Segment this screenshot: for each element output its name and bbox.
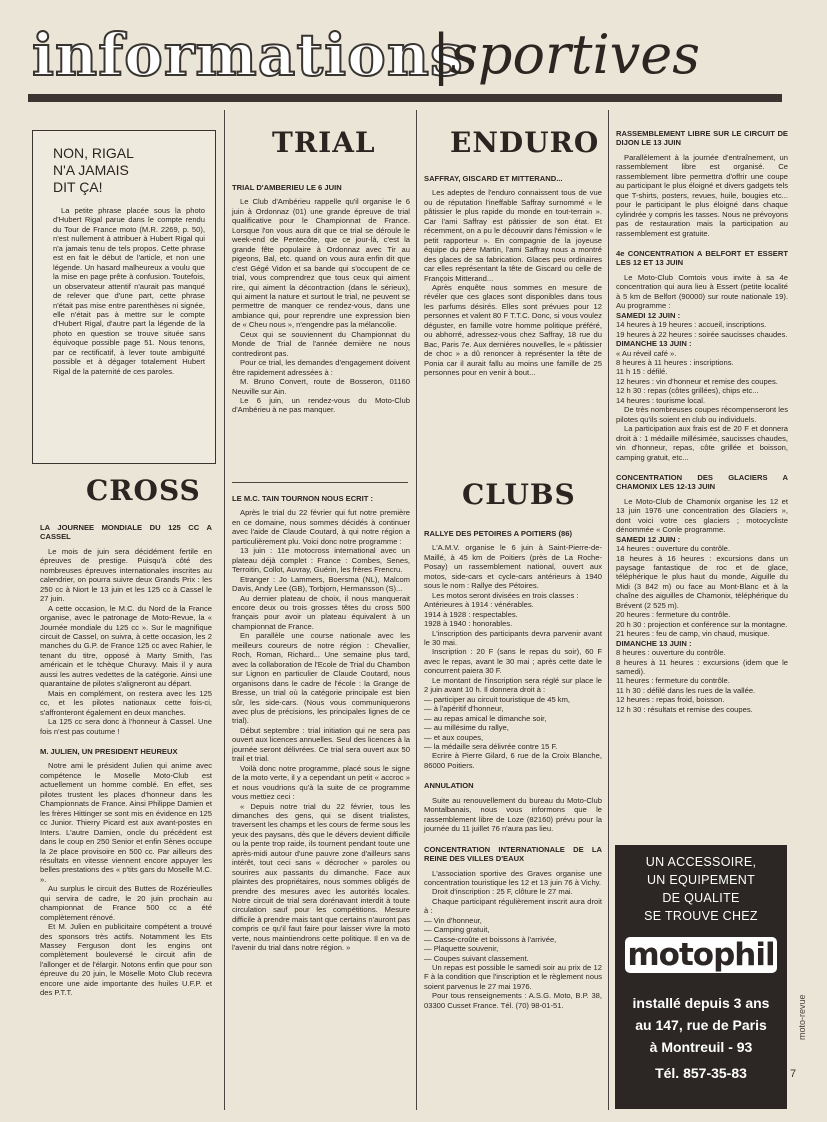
paragraph: Après le trial du 22 février qui fut notre première en ce domaine, nous sommes décidés à continuer avec l'aide de Claude Coutard, à qui notre région a particulièrement plu. Voici donc notre programme : [232,508,410,546]
paragraph: — au millésime du rallye, [424,723,509,733]
paragraph: 12 heures : vin d'honneur et remise des coupes. [616,376,778,386]
paragraph: Le Moto-Club Comtois vous invite à sa 4e concentration qui aura lieu à Essert (petite localité à 5 km de Belfort (90000) sur route nationale 19). Au programme : [616,272,788,311]
paragraph: 13 juin : 11e motocross international avec un plateau déjà complet : France : Combes, Senes, Terroitin, Collot, Auvray, Guérin, les frères Frencru. [232,546,410,575]
paragraph: Le Club d'Ambérieu rappelle qu'il organise le 6 juin à Ordonnaz (01) une grande épreuve de trial qualificative pour le Championnat de France. Lorsque l'on vous aura dit que ce trial se déroule le week-end de Pentecôte, que ce jour-là, c'est la grande fête populaire à Ordonnaz avec Tir au pigeons, Bal, etc. quand on vous aura enfin dit que c'est Gégé Vidon et sa bande qui s'occupent de ce trial, vous comprendrez que tous ceux qui aiment rire, qui aiment la décontraction (dans le sérieux), qui aiment la nature et surtout le trial, ne peuvent se permettre de manquer ce rendez-vous, dans une ambiance qui, pour reprendre une expression bien de « Cheu nous », n'engendre pas la mélancolie. [232,197,410,330]
trial-divider [232,482,408,483]
paragraph: Début septembre : trial initiation qui ne sera pas ouvert aux licences annuelles. Seul des licences à la journée seront délivrées. Ce trial sera ouvert aux 50 trail et trial. [232,725,410,764]
ad-address: à Montreuil - 93 [649,1039,753,1055]
paragraph: — à l'apéritif d'honneur, [424,704,504,714]
paragraph: Ecrire à Pierre Gilard, 6 rue de la Croix Blanche, 86000 Poitiers. [424,751,602,770]
paragraph: Au dernier plateau de choix, il nous manquerait encore deux ou trois grosses têtes du cross 500 français pour avoir un plateau équivalent à un championnat de France. [232,593,410,631]
paragraph: A cette occasion, le M.C. du Nord de la France organise, avec le patronage de Moto-Revue, la « Journée mondiale du 125 cc ». Sur le magnifique circuit de Cassel, on suivra, à cette occasion, les 2 manches du G.P. de France 125 cc avec Rahier, le tenant du titre, opposé à Marty Smith, l'as américain et le tchèque Churavy. Mais il y aura aussi les autres vedettes de la catégorie. Ainsi une quarantaine de pilotes s'aligneront au départ. [40,603,212,689]
paragraph: Droit d'inscription : 25 F, clôture le 27 mai. [432,887,573,897]
column-trial-2 [232,488,410,953]
heading: ANNULATION [424,781,474,791]
paragraph: Mais en complément, on restera avec les 125 cc, et les pilotes nationaux cette fois-ci, s'affronteront également en deux manches. [40,688,212,717]
paragraph: — Plaquette souvenir, [424,944,499,954]
paragraph: 8 heures : ouverture du contrôle. [616,648,726,658]
ad-phone: Tél. 857-35-83 [655,1065,747,1081]
paragraph: — Vin d'honneur, [424,915,482,925]
motophil-advertisement [615,845,787,1109]
paragraph: Les motos seront divisées en trois classes : [432,590,579,600]
paragraph: 12 h 30 : repas (côtes grillées), chips etc... [616,386,759,396]
paragraph: Au surplus le circuit des Buttes de Rozérieulles qui servira de cadre, le 20 juin prochain au championnat de France 500 cc a été complètement rénové. [40,884,212,922]
paragraph: Ceux qui se souviennent du Championnat du Monde de Trial de l'année dernière ne nous contrediront pas. [232,329,410,358]
motophil-logo: motophil [625,937,777,973]
paragraph: — Camping gratuit, [424,925,490,935]
ad-line: UN ACCESSOIRE, [645,855,757,869]
column-clubs [424,523,602,1010]
ad-line: SE TROUVE CHEZ [644,909,758,923]
heading: 4e CONCENTRATION A BELFORT ET ESSERT LES 12 ET 13 JUIN [616,248,788,268]
section-title-cross: CROSS [86,474,201,507]
masthead-sportives: |sportives [432,23,700,86]
correction-title: NON, RIGAL N'A JAMAIS DIT ÇA! [53,145,134,195]
paragraph: 21 heures : feu de camp, vin chaud, musique. [616,629,770,639]
column-enduro [424,168,602,378]
paragraph: Un repas est possible le samedi soir au prix de 12 F à la condition que l'inscription et le règlement nous soient parvenus le 27 mai 1976. [424,963,602,991]
heading: CONCENTRATION DES GLACIERS A CHAMONIX LES 12-13 JUIN [616,472,788,492]
paragraph: Pour ce trial, les demandes d'engagement doivent être rapidement adressées à : [232,358,410,377]
paragraph: Suite au renouvellement du bureau du Moto-Club Montalbanais, nous vous informons que le rassemblement libre de Loze (82160) prévu pour la journée du 11 juillet 76 n'aura pas lieu. [424,795,602,834]
paragraph: Le 6 juin, un rendez-vous du Moto-Club d'Ambérieu à ne pas manquer. [232,395,410,415]
paragraph: 19 heures à 22 heures : soirée saucisses chaudes. [616,329,788,339]
schedule-day: DIMANCHE 13 JUIN : [616,638,692,648]
ad-address: au 147, rue de Paris [635,1017,767,1033]
paragraph: — Coupes suivant classement. [424,953,529,963]
paragraph: — et aux coupes, [424,732,484,742]
paragraph: — au repas amical le dimanche soir, [424,713,547,723]
paragraph: 8 heures à 11 heures : excursions (idem que le samedi). [616,657,788,677]
section-title-clubs: CLUBS [462,478,576,511]
schedule-day: SAMEDI 12 JUIN : [616,310,681,320]
paragraph: Parallèlement à la journée d'entraînement, un rassemblement libre est organisé. Ce rassemblement libre permettra d'offrir une coupe au participant le plus éloigné et divers gadgets tels que T-shirts, posters, revues, huile, bougies etc... pour le participant le plus éloigné dans chaque cylindrée y compris les tasses. Nous ne prévoyons pas de restauration mais la participation au rassemblement est gratuite. [616,152,788,238]
ad-line: DE QUALITE [662,891,740,905]
column-divider [416,110,417,1110]
correction-box [32,130,216,464]
heading: LA JOURNEE MONDIALE DU 125 CC A CASSEL [40,523,212,542]
paragraph: Voilà donc notre programme, placé sous le signe de la moto verte, il y a cependant un petit « accroc » et nous voudrions qu'à la suite de ce programme vous mettiez ceci : [232,763,410,802]
paragraph: 20 h 30 : projection et conférence sur la montagne. [616,619,788,629]
paragraph: De très nombreuses coupes récompenseront les pilotes qu'ils soient en club ou individuels. [616,405,788,424]
header-rule [28,94,782,102]
paragraph: 8 heures à 11 heures : inscriptions. [616,357,734,367]
paragraph: Le montant de l'inscription sera réglé sur place le 2 juin avant 10 h. Il donnera droit à : [424,675,602,695]
heading: M. JULIEN, UN PRESIDENT HEUREUX [40,746,178,756]
paragraph: Pour tous renseignements : A.S.G. Moto, B.P. 38, 03300 Cusset France. Tél. (70) 98-01-51. [424,991,602,1010]
paragraph: Le mois de juin sera décidément fertile en épreuves de prestige. Puisqu'à côté des nombreuses épreuves internationales inscrites au calendrier, on pourra suivre deux Grands Prix : les 250 cc à Niort le 13 juin et les 125 cc à Cassel le 27 juin. [40,546,212,604]
paragraph: Et M. Julien en publicitaire compétent a trouvé des sponsors très actifs. Notamment les Ets Massey Ferguson dont les engins ont complètement bouleversé le circuit afin de l'allonger et de l'élargir. Notons enfin que pour son épreuve du 20 juin, le Moselle Moto Club recevra encore une aide importante des huiles U.F.P. et des P.T.T. [40,922,212,998]
paragraph: La 125 cc sera donc à l'honneur à Cassel. Une fois n'est pas coutume ! [40,717,212,736]
column-trial [232,177,410,415]
schedule-day: SAMEDI 12 JUIN : [616,534,681,544]
paragraph: Inscription : 20 F (sans le repas du soir), 60 F avec le repas, avant le 30 mai ; après cette date le concurrent paiera 30 F. [424,647,602,676]
paragraph: 14 heures à 19 heures : accueil, inscriptions. [616,320,767,330]
paragraph: 1914 à 1928 : respectables. [424,609,518,619]
ad-address: installé depuis 3 ans [632,995,770,1011]
masthead-informations: informations [32,21,464,89]
correction-body: La petite phrase placée sous la photo d'Hubert Rigal parue dans le compte rendu du Tour de France moto (M.R. 2269, p. 50), n'est nullement à attribuer à Hubert Rigal qui n'a jamais tenu de tels propos. Cette phrase est en fait le début de l'article, et non une légende. Un hasard malheureux a voulu que la mise en page prête à confusion. Toutefois, un observateur attentif n'aurait pas manqué de relever que d'une part, cette phrase n'était pas mise entre parenthèses ni signée, elle n'était pas à mettre sur le compte d'Hubert Rigal, d'autre part la légende de la photo en question se trouve située sans équivoque possible page 51. Nous tenons, par ce rectificatif, à lever toute ambiguïté possible et à dégager totalement Hubert Rigal de la paternité de ces paroles. [53,206,205,376]
paragraph: 11 h 30 : défilé dans les rues de la vallée. [616,685,756,695]
schedule-day: DIMANCHE 13 JUIN : [616,339,692,349]
heading: CONCENTRATION INTERNATIONALE DE LA REINE DES VILLES D'EAUX [424,844,602,864]
paragraph: 11 heures : fermeture du contrôle. [616,676,730,686]
paragraph: 11 h 15 : défilé. [616,367,668,377]
column-divider [224,110,225,1110]
paragraph: Chaque participant régulièrement inscrit aura droit à : [424,896,602,916]
paragraph: Antérieures à 1914 : vénérables. [424,600,534,610]
paragraph: La participation aux frais est de 20 F et donnera droit à : 1 médaille millésimée, saucisses chaudes, vin d'honneur, repas, côte grillée et boisson, camping gratuit, etc... [616,424,788,462]
paragraph: — la médaille sera délivrée contre 15 F. [424,741,558,751]
paragraph: Notre ami le président Julien qui anime avec compétence le Moselle Moto-Club est actuellement un homme comblé. En effet, ses pilotes trustent les places d'honneur dans les Championnats de France. Ainsi Philippe Damien et les frères Hittinger se sont mis en évidence en 125 cc Junior. Thierry Picard est aux avant-postes en Inters. L'autre Damien, oncle du précédent est dans le coup en 250 Senior et enfin Sènes occupe la 2e place provisoire en 500 cc. Par ailleurs des résultats en vitesse viennent encore appuyer les belles prestations des « p'tits gars du Moselle M.C. ». [40,761,212,884]
paragraph: — Casse-croûte et boissons à l'arrivée, [424,934,557,944]
paragraph: Etranger : Jo Lammers, Boersma (NL), Malcom Davis, Andy Lee (GB), Torbjorn, Hermansson (S)... [232,574,410,594]
column-cross [40,517,212,998]
heading: TRIAL D'AMBERIEU LE 6 JUIN [232,183,342,192]
paragraph: 14 heures : ouverture du contrôle. [616,544,730,554]
paragraph: L'A.M.V. organise le 6 juin à Saint-Pierre-de-Maillé, à 45 km de Poitiers (près de La Roche-Posay) un rassemblement national, ouvert aux motos, side-cars et cycle-cars antérieurs à 1940 sous le nom : Rallye des Pétoires. [424,543,602,591]
paragraph: 12 heures : repas froid, boisson. [616,695,725,705]
paragraph: « Depuis notre trial du 22 février, tous les dimanches des gens, qui se disent trialistes, traversent les champs et les cours de ferme sous les yeux des paysans, dès que le dévers devient difficile ou la pente trop raide, ils tournent pendant toute une après-midi autour d'une pauvre zone d'ailleurs sans intérêt, tout ceci sans « décrocher » paroles ou sourires aux passants du dimanche. Face aux plaintes des propriétaires, nous sommes obligés de prendre des mesures avec les autorités locales. Notre circuit de trial sera dorénavant interdit à toute circulation sauf pour les compétitions. Mesure difficile à prendre mais tant que certains n'auront pas compris ce qu'il faut faire pour laisser vivre la moto verte, nous maintiendrons cette politique. Il en va de l'avenir du trial dans notre région. » [232,801,410,953]
section-title-enduro: ENDURO [450,126,600,159]
paragraph: 1928 à 1940 : honorables. [424,619,513,629]
magazine-name: moto-revue [797,994,807,1040]
heading: RASSEMBLEMENT LIBRE SUR LE CIRCUIT DE DIJON LE 13 JUIN [616,129,788,148]
paragraph: — participer au circuit touristique de 45 km, [424,694,571,704]
paragraph: Les adeptes de l'enduro connaissent tous de vue ou de réputation l'ineffable Saffray surnommé « le pâtissier le plus rapide du monde en tout-terrain ». Car l'ami Saffray est pâtissier de son état. Et récemment, on a pu le découvrir dans l'émission « le petit rapporteur ». En compagnie de la joyeuse équipe du père Martin, l'ami Saffray nous a montré des glaces de sa fabrication. Glaces peu ordinaires car elles représentant la tête de Giscard ou celle de François Mitterand... [424,188,602,283]
paragraph: 14 heures : tourisme local. [616,395,706,405]
ad-line: UN EQUIPEMENT [646,873,756,887]
page-number: 7 [790,1068,797,1080]
paragraph: Le Moto-Club de Chamonix organise les 12 et 13 juin 1976 une concentration des Glaciers », dont voici votre ces glaciers ; motocycliste dénommée « Conle programme. [616,496,788,535]
paragraph: 12 h 30 : résultats et remise des coupes. [616,704,753,714]
paragraph: 20 heures : fermeture du contrôle. [616,610,731,620]
paragraph: Après enquête nous sommes en mesure de révéler que ces glaces sont disponibles dans tous les parfums désirés. Elles sont prévues pour 12 personnes et valent 80 F T.T.C. Donc, si vous voulez déguster, en famille votre homme politique préféré, ou abhorré, adressez-vous chez Saffray, 18 rue du Bac, Paris 7e. Aux dernières nouvelles, le « pâtissier de choc » a dû renoncer à représenter la tête de Ponia car il aurait fallu au moins une famille de 25 personnes pour en venir à bout... [424,282,602,378]
paragraph: « Au réveil café ». [616,348,677,358]
column-divider [608,110,609,1110]
paragraph: L'inscription des participants devra parvenir avant le 30 mai. [424,628,602,647]
section-title-trial: TRIAL [272,126,376,159]
column-rassemblements [616,123,788,714]
heading: RALLYE DES PETOIRES A POITIERS (86) [424,529,572,538]
paragraph: En parallèle une course nationale avec les meilleurs coureurs de notre région : Chevallier, Roch, Roman, Richard... Une semaine plus tard, avec la collaboration de l'Ecole de Trial du Chambon sur Lignon en particulier de Claude Coutard, nous organisons dans le cadre de l'école : la Grange de Bresse, un trial où la catégorie principale est bien sûr, les side-cars. (Nous vous communiquerons avec plus de précisions, les principales lignes de ce trial). [232,631,410,726]
heading: SAFFRAY, GISCARD ET MITTERAND... [424,174,563,183]
heading: LE M.C. TAIN TOURNON NOUS ECRIT : [232,494,374,503]
paragraph: 18 heures à 16 heures : excursions dans un paysage fantastique de roc et de glace, téléphérique le plus haut du monde, Aiguille du Midi (3 842 m) ou face au Mont-Blanc et à la chaîne des aiguilles de Chamonix, téléphérique du Brévent (2 525 m). [616,553,788,610]
masthead [32,22,784,88]
paragraph: M. Bruno Convert, route de Bosseron, 01160 Neuville sur Ain. [232,377,410,396]
paragraph: L'association sportive des Graves organise une concentration touristique les 12 et 13 juin 76 à Vichy. [424,868,602,887]
